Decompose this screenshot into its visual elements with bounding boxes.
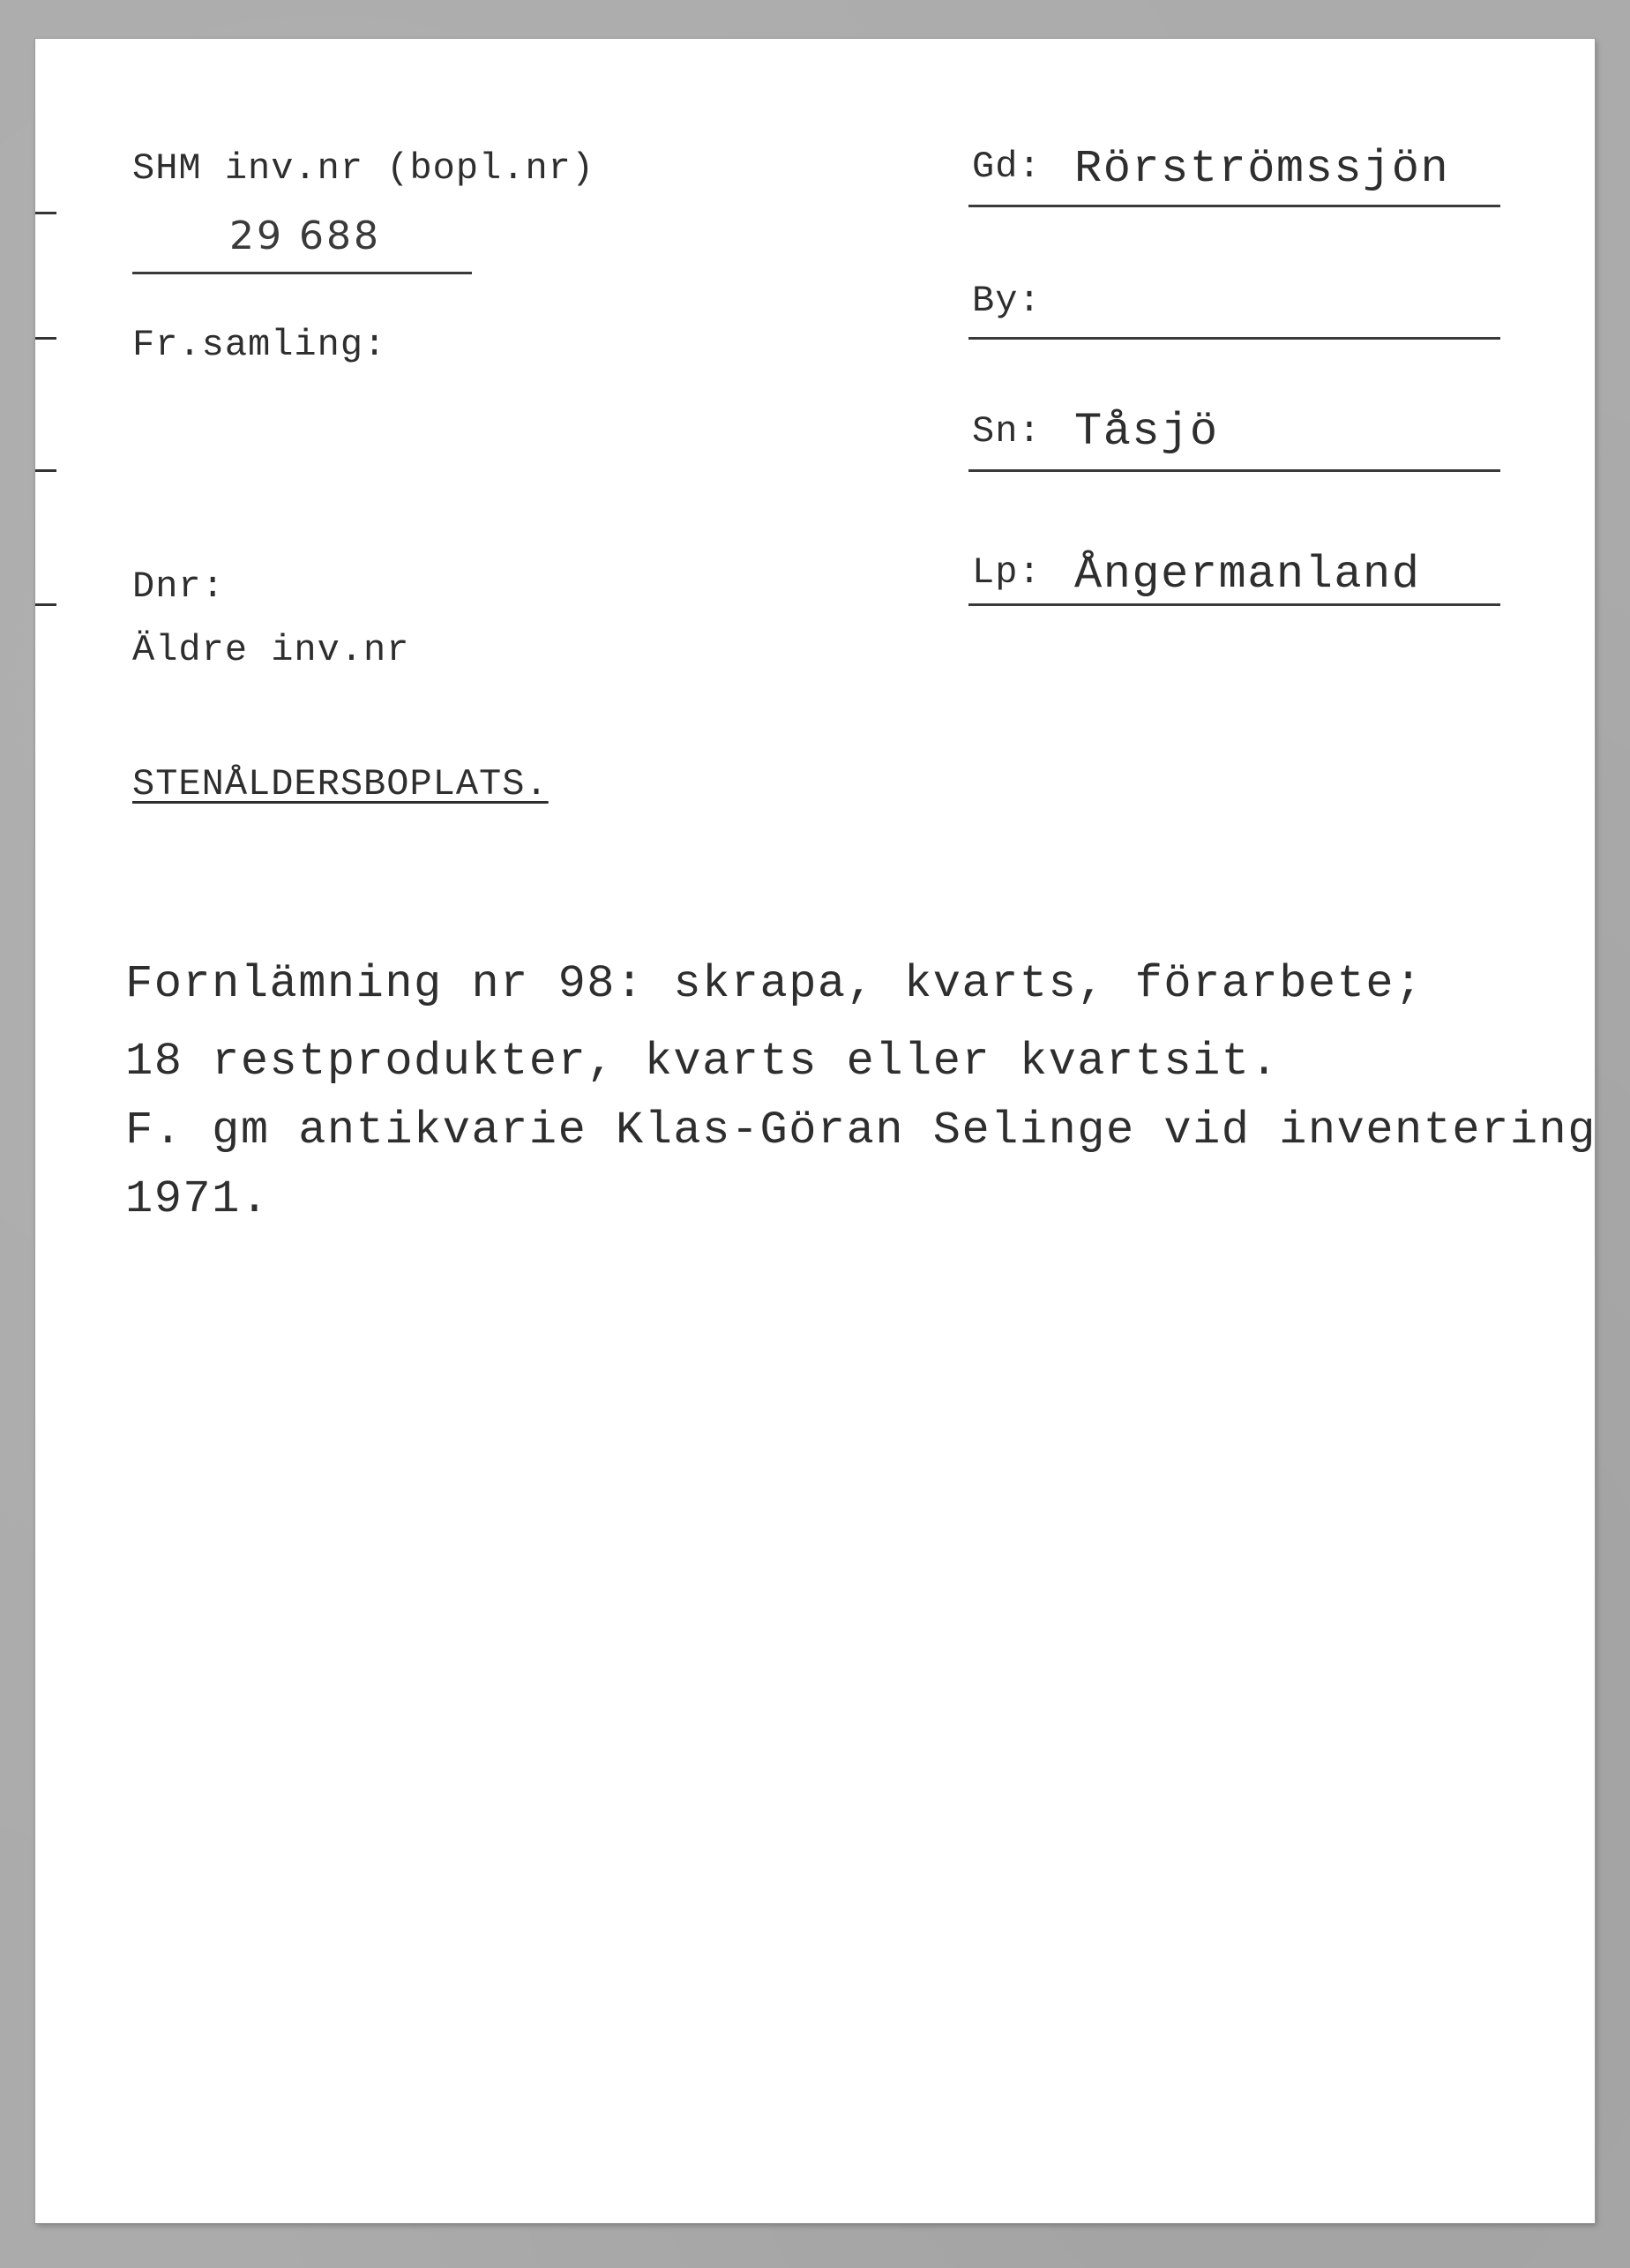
shm-inv-value: 29 688 <box>229 213 381 258</box>
body-line: 18 restprodukter, kvarts eller kvartsit. <box>125 1036 1280 1088</box>
body-line: 1971. <box>125 1173 270 1225</box>
body-line: Fornlämning nr 98: skrapa, kvarts, förarbete; <box>125 958 1424 1010</box>
margin-tick <box>35 469 56 472</box>
by-underline <box>968 337 1500 340</box>
gd-value: Rörströmssjön <box>1074 143 1450 195</box>
margin-tick <box>35 337 56 340</box>
lp-underline <box>968 603 1500 606</box>
by-label: By: <box>972 280 1042 322</box>
shm-inv-underline <box>132 272 472 274</box>
fr-samling-label: Fr.samling: <box>132 324 387 366</box>
shm-inv-label: SHM inv.nr (bopl.nr) <box>132 147 595 190</box>
catalog-card <box>35 39 1595 2223</box>
dnr-label: Dnr: <box>132 565 225 608</box>
heading-stenaldersboplats: STENÅLDERSBOPLATS. <box>132 763 549 805</box>
sn-underline <box>968 469 1500 472</box>
lp-label: Lp: <box>972 551 1042 594</box>
gd-underline <box>968 205 1500 207</box>
lp-value: Ångermanland <box>1074 549 1421 601</box>
gd-label: Gd: <box>972 146 1042 188</box>
aldre-inv-label: Äldre inv.nr <box>132 629 410 671</box>
sn-label: Sn: <box>972 410 1042 453</box>
margin-tick <box>35 212 56 214</box>
margin-tick <box>35 603 56 606</box>
body-line: F. gm antikvarie Klas-Göran Selinge vid inventering <box>125 1104 1596 1156</box>
sn-value: Tåsjö <box>1074 406 1219 458</box>
